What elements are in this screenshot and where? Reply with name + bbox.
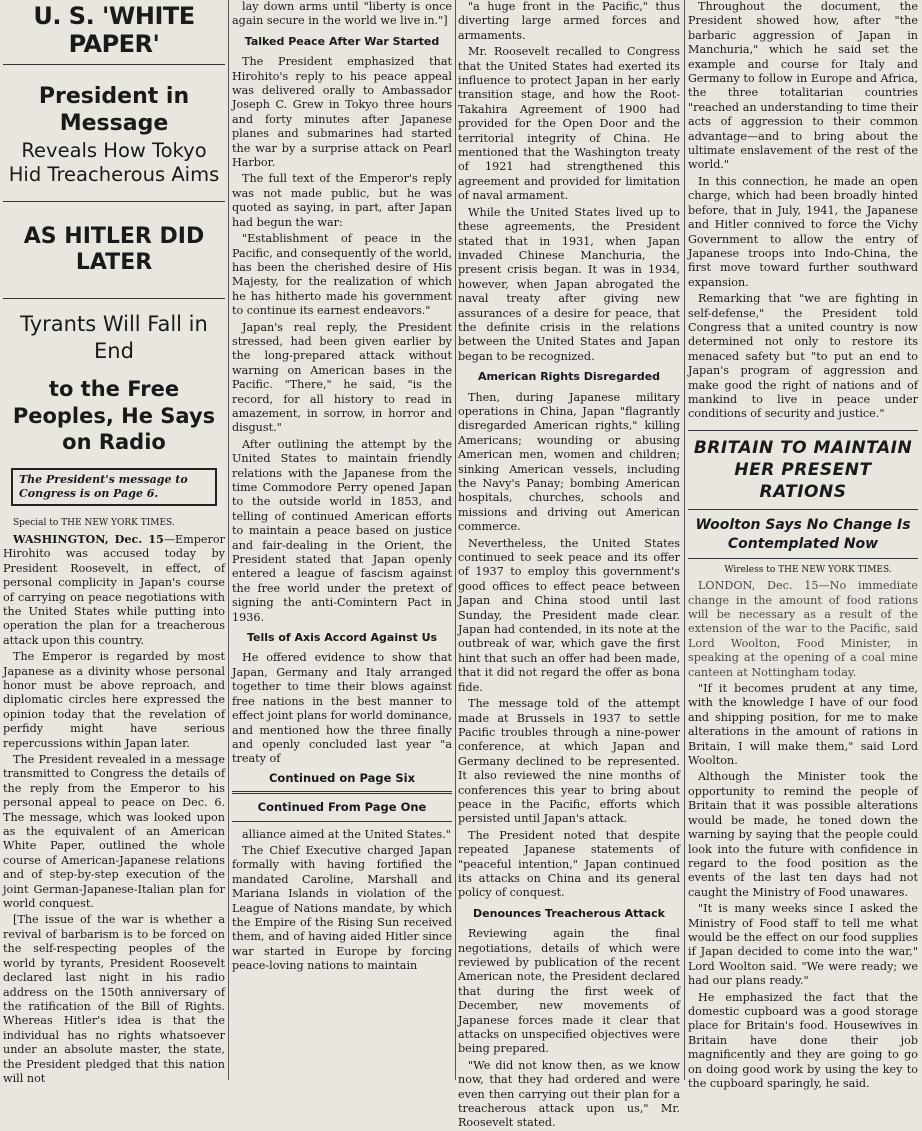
paragraph: "It is many weeks since I asked the Ministry of Food staff to tell me what would be the effect on our food supplies if Japan decided to come into the war," Lord Woolton said. "We were ready; we had our plans ready." bbox=[688, 902, 918, 988]
column-1 bbox=[3, 0, 225, 1085]
headline-free-peoples: to the Free Peoples, He Says on Radio bbox=[12, 377, 216, 454]
headline-president-message: President in Message bbox=[38, 84, 190, 136]
paragraph: Reviewing again the final negotiations, details of which were reviewed by publication of the recent American note, the President declared that during the first week of December, new movements of Japanese forces made it clear that attacks on unspecified objectives were being prepared. bbox=[458, 927, 680, 1056]
britain-article-header bbox=[688, 430, 918, 559]
subhead-axis-accord: Tells of Axis Accord Against Us bbox=[246, 631, 438, 645]
continued-from-label: Continued From Page One bbox=[257, 800, 427, 815]
paragraph: Nevertheless, the United States continued to seek peace and its offer of 1937 to employ this government's good offices to effect peace between Japan and China stood until last Sunday, the President made clear. Japan had contended, in its note at the outbreak of war, which gave the first hint that such an offer had been made, that it did not regard the offer as bona fide. bbox=[458, 536, 680, 694]
paragraph: While the United States lived up to these agreements, the President stated that in 1931, when Japan invaded Chinese Manchuria, the present crisis began. It was in 1934, however, when Japan abrogated the naval treaty after giving new assurances of a desire for peace, that the definite crisis in the relations between the United States and Japan began to be recognized. bbox=[458, 205, 680, 363]
paragraph: The Chief Executive charged Japan formally with having fortified the mandated Caroline, Marshall and Mariana Islands in violation of the League of Nations mandate, by which the Empire of the Rising Sun received them, and of having aided Hitler since war started in Europe by forcing peace-loving nations to maintain bbox=[232, 843, 452, 973]
paragraph: The Emperor is regarded by most Japanese as a divinity whose personal honor must be above reproach, and diplomatic circles here expressed the opinion today that the revelation of perfidy might have serious repercussions within Japan later. bbox=[3, 650, 225, 750]
paragraph: He offered evidence to show that Japan, Germany and Italy arranged together to time their blows against free nations in the best manner to effect joint plans for world dominance, and mentioned how the three finally and openly concluded last year "a treaty of bbox=[232, 651, 452, 766]
paragraph: "Establishment of peace in the Pacific, and consequently of the world, has been the cherished desire of His Majesty, for the realization of which he has hitherto made his government to continue its earnest endeavors." bbox=[232, 232, 452, 318]
paragraph: "a huge front in the Pacific," thus diverting large armed forces and armaments. bbox=[458, 0, 680, 42]
paragraph: "If it becomes prudent at any time, with the knowledge I have of our food and shipping position, for me to make alterations in the amount of rations in Britain, I will make them," said Lord Woolton. bbox=[688, 682, 918, 768]
column-4 bbox=[688, 0, 918, 1090]
column-rule bbox=[455, 0, 456, 1080]
column-rule bbox=[228, 0, 229, 1080]
paragraph: He emphasized the fact that the domestic cupboard was a good storage place for Britain's food. Housewives in Britain have done their job magnificently and they are going to go on doing good work by using the key to the cupboard sparingly, he said. bbox=[688, 990, 918, 1090]
lead-paragraph bbox=[3, 532, 225, 648]
dateline: Wireless to THE NEW YORK TIMES. bbox=[724, 564, 892, 575]
paragraph: lay down arms until "liberty is once again secure in the world we live in."] bbox=[232, 0, 452, 28]
paragraph: alliance aimed at the United States." bbox=[242, 827, 451, 841]
divider bbox=[3, 298, 225, 299]
paragraph: Throughout the document, the President showed how, after "the barbaric aggression of Japan in Manchuria," which he said set the example and course for Italy and Germany to follow in Europe and Africa, the three totalitarian countries "reached an understanding to time their acts of aggression to their common advantage—and to bring about the ultimate enslavement of the rest of the world." bbox=[688, 0, 918, 172]
paragraph: [The issue of the war is whether a revival of barbarism is to be forced on the self-respecting peoples of the world by tyrants, President Roosevelt declared last night in his radio address on the 150th anniversary of the ratification of the Bill of Rights. Whereas Hitler's idea is that the individual has no rights whatsoever under an absolute master, the state, the President pledged that this nation will not bbox=[3, 913, 225, 1085]
divider bbox=[3, 201, 225, 202]
paragraph: After outlining the attempt by the United States to maintain friendly relations with the Japanese from the time Commodore Perry opened Japan to the outside world in 1853, and telling of continued American efforts to maintain a peace based on justice and fair-dealing in the Orient, the President stated that Japan openly entered a league of fascism against the free world under the pretext of signing the anti-Comintern Pact in 1936. bbox=[232, 437, 452, 624]
divider bbox=[232, 791, 452, 794]
column-3 bbox=[458, 0, 680, 1130]
paragraph: The President emphasized that Hirohito's reply to his peace appeal was delivered orally to Ambassador Joseph C. Grew in Tokyo three hours and forty minutes after Japanese planes and submarines had started the war by a surprise attack on Pearl Harbor. bbox=[232, 55, 452, 170]
paragraph: In this connection, he made an open charge, which had been broadly hinted before, that in July, 1941, the Japanese and Hitler connived to force the Vichy Government to allow the entry of Japanese troops into Indo-China, the first move toward further southward expansion. bbox=[688, 174, 918, 289]
paragraph: Then, during Japanese military operations in China, Japan "flagrantly disregarded American rights," killing Americans; wounding or abusing American men, women and children; sinking American vessels, including the Navy's Panay; bombing American hospitals, churches, schools and missions and driving out American commerce. bbox=[458, 390, 680, 534]
column-2 bbox=[232, 0, 452, 1080]
headline-white-paper: U. S. 'WHITE PAPER' bbox=[33, 2, 195, 58]
paragraph: The full text of the Emperor's reply was not made public, but he was quoted as saying, in part, after Japan had begun the war: bbox=[232, 172, 452, 229]
paragraph: Remarking that "we are fighting in self-defense," the President told Congress that a united country is now determined not only to restore its menaced safety but "to put an end to Japan's program of aggression and make good the right of nations and of mankind to live in peace under conditions of security and justice." bbox=[688, 292, 918, 421]
headline-britain-rations: BRITAIN TO MAINTAIN HER PRESENT RATIONS bbox=[693, 437, 913, 502]
subhead-american-rights: American Rights Disregarded bbox=[477, 370, 661, 384]
dateline: Special to THE NEW YORK TIMES. bbox=[13, 517, 175, 528]
headline-hitler: AS HITLER DID LATER bbox=[23, 224, 205, 275]
divider bbox=[688, 509, 918, 510]
headline-tyrants: Tyrants Will Fall in End bbox=[20, 312, 208, 363]
paragraph: The President revealed in a message transmitted to Congress the details of the reply from the Emperor to his personal appeal to peace on Dec. 6. The message, which was looked upon as the equivalent of an American White Paper, outlined the whole course of American-Japanese relations and of step-by-step execution of the joint German-Japanese-Italian plan for world conquest. bbox=[3, 753, 225, 911]
divider bbox=[3, 64, 225, 65]
paragraph: LONDON, Dec. 15—No immediate change in the amount of food rations will be necessary as a result of the extension of the war to the Pacific, said Lord Woolton, Food Minister, in speaking at the opening of a coal mine canteen at Nottingham today. bbox=[688, 579, 918, 679]
paragraph: The message told of the attempt made at Brussels in 1937 to settle Pacific troubles through a nine-power conference, at which Japan and Germany declined to be represented. It also reviewed the nine months of conferences this year to bring about peace in the Pacific, efforts which persisted until Japan's attack. bbox=[458, 697, 680, 826]
page-reference-box: The President's message to Congress is on Page 6. bbox=[11, 468, 217, 506]
paragraph: The President noted that despite repeated Japanese statements of "peaceful intention," Japan continued its attacks on China and its general policy of conquest. bbox=[458, 828, 680, 900]
subhead-treacherous-attack: Denounces Treacherous Attack bbox=[473, 906, 665, 920]
headline-reveals: Reveals How Tokyo Hid Treacherous Aims bbox=[8, 139, 220, 186]
continued-on-label: Continued on Page Six bbox=[268, 770, 416, 785]
subhead-talked-peace: Talked Peace After War Started bbox=[244, 34, 440, 48]
paragraph: "We did not know then, as we know now, that they had ordered and were even then carrying out their plan for a treacherous attack upon us," Mr. Roosevelt stated. bbox=[458, 1058, 680, 1130]
subhead-woolton: Woolton Says No Change Is Contemplated Now bbox=[695, 516, 911, 552]
column-rule bbox=[684, 0, 685, 1080]
lead-dateline: WASHINGTON, Dec. 15 bbox=[13, 531, 164, 546]
paragraph: Mr. Roosevelt recalled to Congress that the United States had exerted its influence to protect Japan in her early transition stage, and how the Root-Takahira Agreement of 1900 had provided for the Open Door and the territorial integrity of China. He mentioned that the Washington treaty of 1921 had strengthened this agreement and provided for limitation of naval armament. bbox=[458, 45, 680, 203]
divider bbox=[232, 821, 452, 822]
paragraph: Japan's real reply, the President stressed, had been given earlier by the long-prepared attack without warning on American bases in the Pacific. "There," he said, "is the record, for all history to read in amazement, in sorrow, in horror and disgust." bbox=[232, 320, 452, 435]
lead-text: —Emperor Hirohito was accused today by President Roosevelt, in effect, of personal complicity in Japan's course of carrying on peace negotiations with the United States while putting into operation the plan for a treacherous attack upon this country. bbox=[3, 532, 225, 647]
paragraph: Although the Minister took the opportunity to remind the people of Britain that it was possible alterations would be made, he toned down the warning by saying that the people could look into the future with confidence in regard to the food position as the events of the last ten days had not caught the Ministry of Food unawares. bbox=[688, 770, 918, 899]
